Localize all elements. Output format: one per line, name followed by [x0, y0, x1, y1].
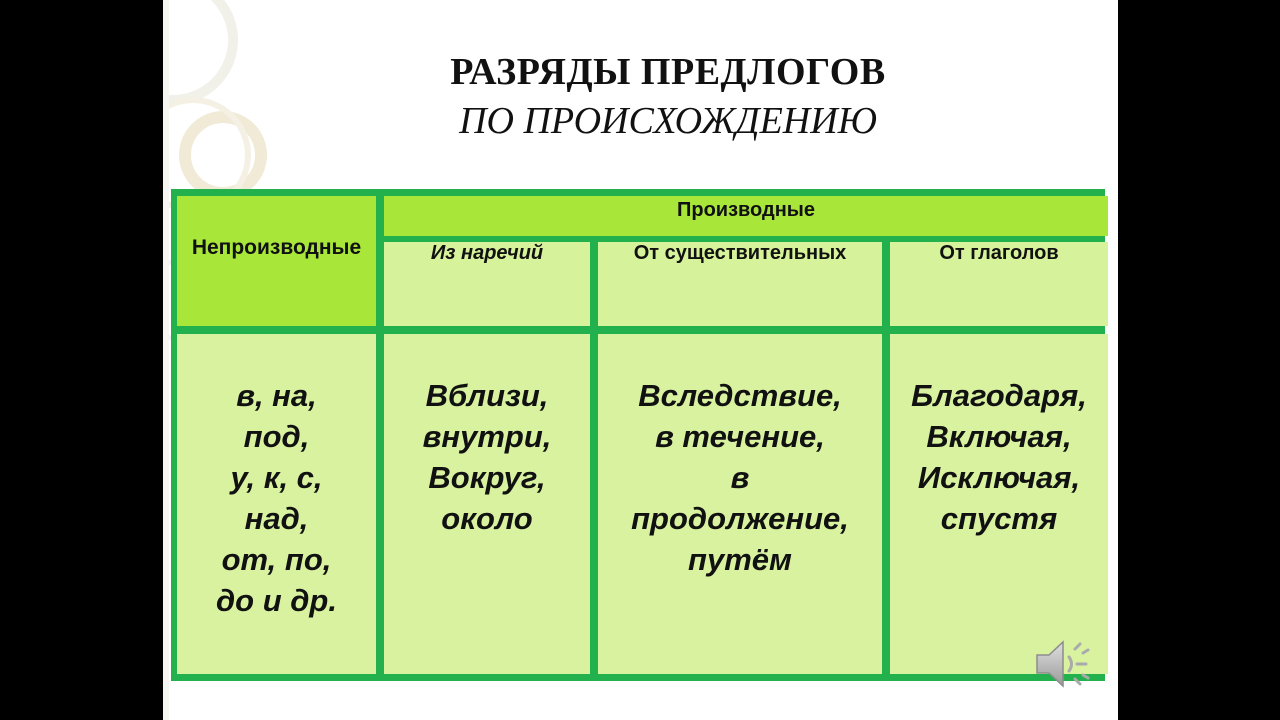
list-item: в течение,: [655, 419, 825, 454]
list-item: Исключая,: [917, 460, 1081, 495]
header-nonderived: [177, 196, 376, 326]
column-nonderived: [177, 334, 376, 674]
list-item: спустя: [940, 501, 1058, 536]
list-item: под,: [243, 419, 310, 454]
header-nonderived-label: Непроизводные: [191, 236, 362, 259]
list-item: внутри,: [422, 419, 552, 454]
list-item: над,: [244, 501, 309, 536]
list-item: у, к, с,: [230, 460, 323, 495]
page-subtitle: ПО ПРОИСХОЖДЕНИЮ: [459, 100, 877, 142]
subheader-nouns: От существительных: [598, 242, 882, 326]
column-verbs: [890, 334, 1108, 674]
prepositions-table: [171, 189, 1105, 681]
slide: [163, 0, 1118, 720]
column-nouns: [598, 334, 882, 674]
list-item: в, на,: [236, 378, 317, 413]
list-item: в: [730, 460, 750, 495]
list-item: около: [441, 501, 533, 536]
subheader-verbs: От глаголов: [890, 242, 1108, 326]
header-derived: Производные: [384, 196, 1108, 236]
speaker-icon[interactable]: [1033, 633, 1095, 695]
list-item: путём: [688, 542, 792, 577]
list-item: Вокруг,: [428, 460, 546, 495]
list-item: Вблизи,: [425, 378, 549, 413]
subheader-adverbs: Из наречий: [384, 242, 590, 326]
list-item: Вследствие,: [638, 378, 842, 413]
list-item: до и др.: [216, 583, 337, 618]
column-adverbs: [384, 334, 590, 674]
page-title: РАЗРЯДЫ ПРЕДЛОГОВ: [450, 51, 886, 93]
list-item: продолжение,: [631, 501, 849, 536]
list-item: Благодаря,: [911, 378, 1087, 413]
list-item: от, по,: [221, 542, 332, 577]
list-item: Включая,: [926, 419, 1072, 454]
